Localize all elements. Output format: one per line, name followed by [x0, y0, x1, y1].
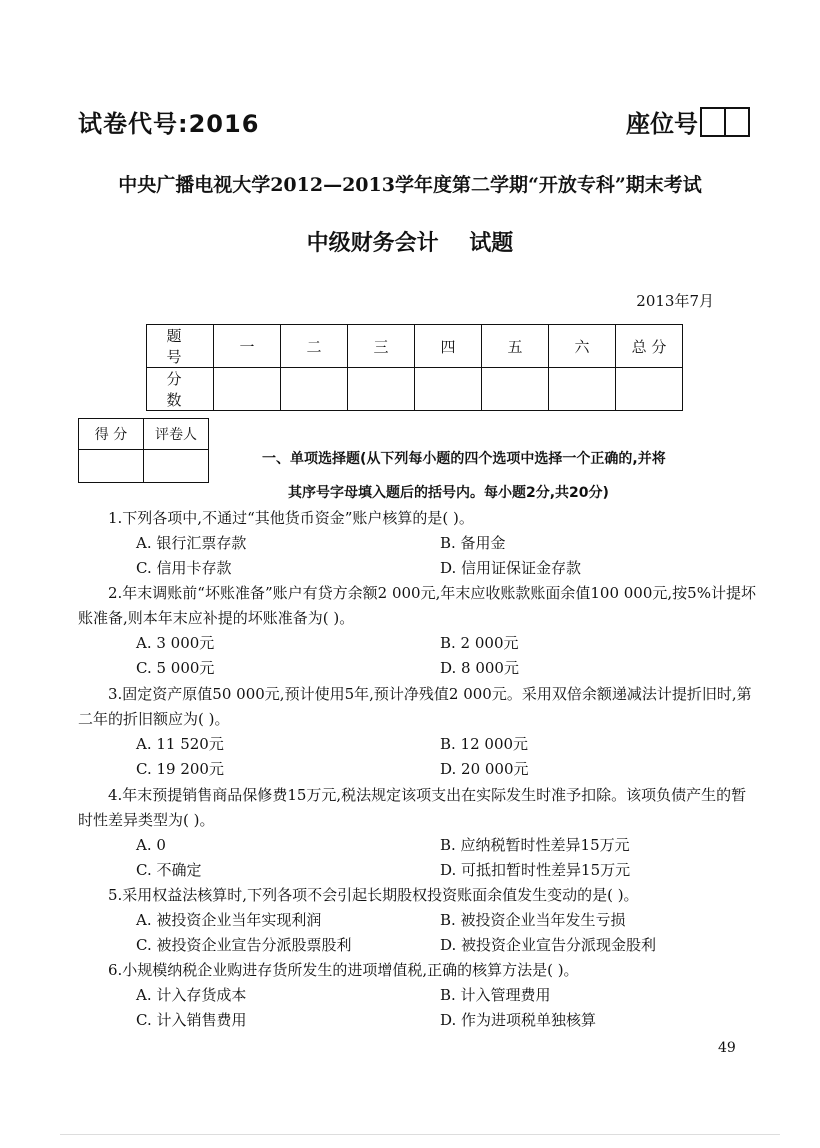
- score-cell[interactable]: [348, 368, 415, 411]
- question-3: [78, 682, 758, 782]
- option-a: A. 3 000元: [136, 634, 215, 652]
- exam-code: 试卷代号:2016: [78, 110, 260, 138]
- question-options: [78, 833, 758, 883]
- seat-boxes: [700, 107, 750, 137]
- option-a: A. 0: [136, 836, 166, 854]
- question-options: [78, 531, 758, 581]
- question-stem: 6.小规模纳税企业购进存货所发生的进项增值税,正确的核算方法是( )。: [108, 961, 579, 979]
- option-a: A. 银行汇票存款: [136, 534, 247, 552]
- question-options: [78, 631, 758, 681]
- seat-box: [700, 107, 726, 137]
- score-cell[interactable]: [549, 368, 616, 411]
- option-b: B. 计入管理费用: [440, 986, 551, 1004]
- grader-score-cell[interactable]: [79, 450, 144, 483]
- option-b: B. 被投资企业当年发生亏损: [440, 911, 626, 929]
- score-col-total: 总 分: [616, 325, 683, 368]
- option-c: C. 不确定: [136, 861, 202, 879]
- option-a: A. 计入存货成本: [136, 986, 247, 1004]
- grader-table: [78, 418, 209, 483]
- question-options: [78, 908, 758, 958]
- seat-number: [626, 104, 750, 139]
- question-stem: 5.采用权益法核算时,下列各项不会引起长期股权投资账面余值发生变动的是( )。: [108, 886, 639, 904]
- score-col-2: 二: [281, 325, 348, 368]
- option-d: D. 信用证保证金存款: [440, 559, 582, 577]
- option-b: B. 2 000元: [440, 634, 519, 652]
- grader-name-cell[interactable]: [144, 450, 209, 483]
- section-1-line-2: 其序号字母填入题后的括号内。每小题2分,共20分): [288, 485, 609, 501]
- option-c: C. 被投资企业宣告分派股票股利: [136, 936, 352, 954]
- grader-header-row: [79, 419, 209, 450]
- seat-label: 座位号: [626, 110, 698, 138]
- score-cell[interactable]: [482, 368, 549, 411]
- exam-date: 2013年7月: [636, 292, 714, 310]
- score-cell[interactable]: [616, 368, 683, 411]
- section-1-line-1: 一、单项选择题(从下列每小题的四个选项中选择一个正确的,并将: [262, 451, 666, 467]
- score-cell[interactable]: [415, 368, 482, 411]
- option-b: B. 12 000元: [440, 735, 529, 753]
- option-c: C. 5 000元: [136, 659, 215, 677]
- exam-heading: 中央广播电视大学2012—2013学年度第二学期“开放专科”期末考试: [118, 174, 702, 196]
- question-options: [78, 732, 758, 782]
- option-b: B. 备用金: [440, 534, 506, 552]
- grader-value-row: [79, 450, 209, 483]
- score-header-row: [147, 325, 683, 368]
- option-b: B. 应纳税暂时性差异15万元: [440, 836, 630, 854]
- score-row-label: 分 数: [147, 368, 214, 411]
- question-stem: 2.年末调账前“坏账准备”账户有贷方余额2 000元,年末应收账款账面余值100 000元,按5%计提坏账准备,则本年末应补提的坏账准备为( )。: [78, 584, 756, 627]
- score-row-label: 题 号: [147, 325, 214, 368]
- question-stem: 4.年末预提销售商品保修费15万元,税法规定该项支出在实际发生时准予扣除。该项负债产生的暂时性差异类型为( )。: [78, 786, 747, 829]
- bottom-rule: [60, 1134, 780, 1135]
- score-cell[interactable]: [214, 368, 281, 411]
- score-col-1: 一: [214, 325, 281, 368]
- grader-score-label: 得 分: [79, 419, 144, 450]
- option-d: D. 20 000元: [440, 760, 529, 778]
- option-a: A. 11 520元: [136, 735, 224, 753]
- section-1-heading: [262, 442, 762, 510]
- score-value-row: [147, 368, 683, 411]
- score-col-4: 四: [415, 325, 482, 368]
- question-stem: 1.下列各项中,不通过“其他货币资金”账户核算的是( )。: [108, 509, 474, 527]
- question-1: [78, 506, 758, 581]
- score-cell[interactable]: [281, 368, 348, 411]
- option-a: A. 被投资企业当年实现利润: [136, 911, 322, 929]
- option-c: C. 计入销售费用: [136, 1011, 247, 1029]
- question-6: [78, 958, 758, 1033]
- question-4: [78, 783, 758, 883]
- score-table: [146, 324, 683, 411]
- option-d: D. 可抵扣暂时性差异15万元: [440, 861, 631, 879]
- option-d: D. 8 000元: [440, 659, 519, 677]
- seat-box: [726, 107, 750, 137]
- page-number: 49: [718, 1040, 736, 1056]
- question-stem: 3.固定资产原值50 000元,预计使用5年,预计净残值2 000元。采用双倍余额递减法计提折旧时,第二年的折旧额应为( )。: [78, 685, 752, 728]
- option-d: D. 作为进项税单独核算: [440, 1011, 597, 1029]
- option-c: C. 19 200元: [136, 760, 224, 778]
- question-options: [78, 983, 758, 1033]
- option-c: C. 信用卡存款: [136, 559, 232, 577]
- question-2: [78, 581, 758, 681]
- score-col-5: 五: [482, 325, 549, 368]
- score-col-6: 六: [549, 325, 616, 368]
- option-d: D. 被投资企业宣告分派现金股利: [440, 936, 657, 954]
- page-title: 中级财务会计 试题: [306, 231, 514, 256]
- score-col-3: 三: [348, 325, 415, 368]
- grader-name-label: 评卷人: [144, 419, 209, 450]
- question-5: [78, 883, 758, 958]
